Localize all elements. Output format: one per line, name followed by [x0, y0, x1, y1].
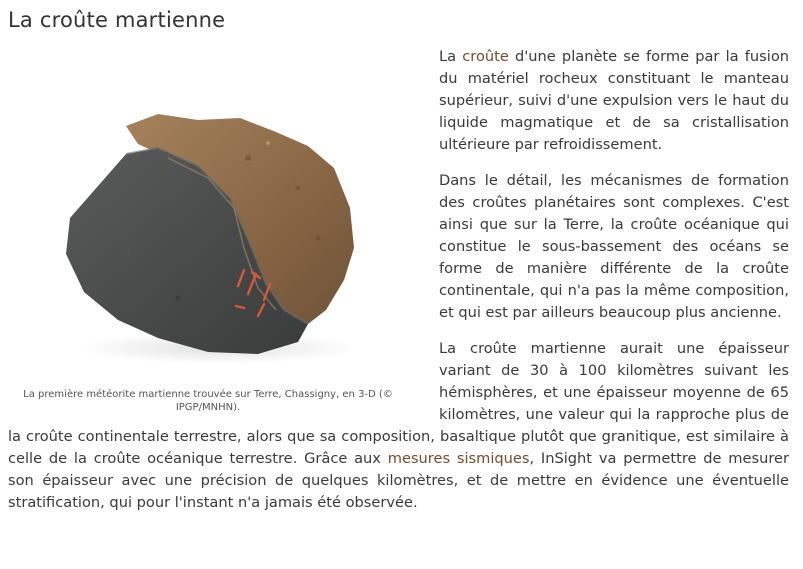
article-body: [8, 46, 789, 528]
page-title: La croûte martienne: [8, 8, 226, 32]
mesures-sismiques-link[interactable]: mesures sismiques: [387, 450, 530, 467]
figure-caption: La première météorite martienne trouvée sur Terre, Chassigny, en 3-D (© IPGP/MNHN).: [23, 389, 393, 413]
croute-link[interactable]: croûte: [462, 48, 509, 65]
paragraph-1: La croûte d'une planète se forme par la fusion du matériel rocheux constituant le manteau supérieur, suivi d'une expulsion vers le haut du liquide magmatique et de sa cristallisation ultérieure par refroidissement.: [439, 48, 789, 153]
paragraph-2: Dans le détail, les mécanismes de formation des croûtes planétaires sont complexes. C'est ainsi que sur la Terre, la croûte océanique qui constitue le sous-bassement des océans se forme de manière différente de la croûte continentale, qui n'a pas la même composition, et qui est par ailleurs beaucoup plus ancienne.: [439, 172, 789, 321]
paragraph-3: La croûte martienne aurait une épaisseur variant de 30 à 100 kilomètres suivant les hémisphères, et une épaisseur moyenne de 65 kilomètres, une valeur qui la rapproche plus de la croûte continentale terrestre, alors que sa composition, basaltique plutôt que granitique, est similaire à celle de la croûte océanique terrestre. Grâce aux mesures sismiques, InSight va permettre de mesurer son épaisseur avec une précision de quelques kilomètres, et de mettre en évidence une éventuelle stratification, qui pour l'instant n'a jamais été observée.: [8, 340, 790, 511]
